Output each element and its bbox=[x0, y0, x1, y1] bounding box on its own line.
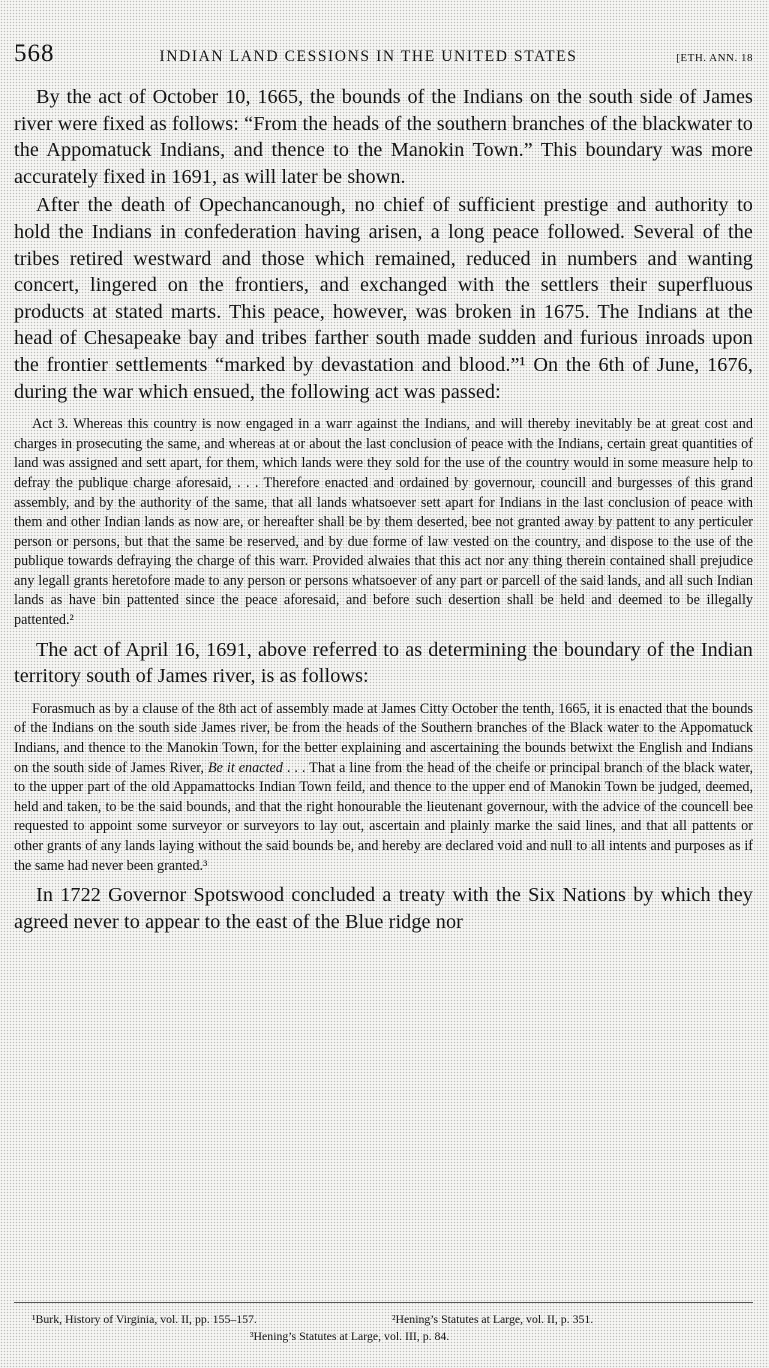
quoted-act-1691 bbox=[14, 700, 753, 876]
paragraph-spotswood-treaty: In 1722 Governor Spotswood concluded a treaty with the Six Nations by which they agreed never to appear to the east of the Blue ridge nor bbox=[14, 884, 753, 933]
footnote-2: ²Hening’s Statutes at Large, vol. II, p. 351. bbox=[392, 1312, 594, 1326]
footnote-1: ¹Burk, History of Virginia, vol. II, pp. 155–157. bbox=[32, 1312, 257, 1326]
paragraph-1665-bounds: By the act of October 10, 1665, the bounds of the Indians on the south side of James river were fixed as follows: “From the heads of the southern branches of the blackwater to the Appomatuck Indians, and thence to the Manokin Town.” This boundary was more accurately fixed in 1691, as will later be shown. bbox=[14, 86, 753, 188]
quote-emphasis: Be it enacted bbox=[207, 759, 283, 776]
page-number: 568 bbox=[14, 40, 55, 67]
footnote-3: ³Hening’s Statutes at Large, vol. III, p. 84. bbox=[250, 1329, 450, 1343]
paragraph-act-1691-intro: The act of April 16, 1691, above referred to as determining the boundary of the Indian territory south of James river, is as follows: bbox=[14, 638, 753, 688]
annual-report-tag: [ETH. ANN. 18 bbox=[676, 52, 753, 64]
footnotes bbox=[14, 1302, 753, 1345]
quoted-act-1676: Act 3. Whereas this country is now engaged in a warr against the Indians, and will thereby inevitably be at great cost and charges in prosecuting the same, and whereas at or about the last conclusion of peace with the Indians, certain great quantities of land was assigned and sett apart, for them, which lands were they sold for the use of the country would in some measure help to defray the publique charge aforesaid, . . . Therefore enacted and ordained by governour, councill and burgesses of this grand assembly, and by the authority of the same, that all lands whatsoever sett apart for Indians in the last conclusion of peace with them and other Indian lands as now are, or hereafter shall be by them deserted, bee not granted away by pattent to any perticuler person or persons, but that the same be reserved, and by due forme of law vested on the country, and dispose to the use of the publique towards defraying the charge of this warr. Provided alwaies that this act nor any thing therein contained shall prejudice any legall grants heretofore made to any person or persons whatsoever of any part or parcell of the said lands, and all such Indian lands as have bin pattented since the peace aforesaid, and before such desertion shall be held and deemed to be illegally pattented.² bbox=[14, 416, 753, 629]
running-title: INDIAN LAND CESSIONS IN THE UNITED STATES bbox=[159, 48, 578, 65]
quote-text-after: . . . That a line from the head of the cheife or principal branch of the black water, to the upper part of the old Appamattocks Indian Town feild, and thence to the upper end of Manokin Town be judged, deemed, held and taken, to be the said bounds, and that the right honourable the lieutenant governour, with the advice of the councell bee requested to appoint some surveyor or surveyors to lay out, ascertain and plainly marke the said lines, and that all pattents or other grants of any lands laying without the said bounds be, and hereby are declared void and null to all intents and purposes as if the same had never been granted.³ bbox=[14, 759, 754, 874]
running-head bbox=[14, 40, 753, 70]
quote-text-before: Forasmuch as by a clause of the 8th act of assembly made at James Citty October the tenth, 1665, it is enacted that the bounds of the Indians on the south side James river, be from the heads of the Southern branches of the Black water to the Appomatuck Indians, and thence to the Manokin Town, for the better explaining and ascertaining the bounds betwixt the English and Indians on the south side of James River, bbox=[14, 700, 753, 776]
paragraph-long-peace: After the death of Opechancanough, no chief of sufficient prestige and authority to hold the Indians in confederation having arisen, a long peace followed. Several of the tribes retired westward and those which remained, reduced in numbers and wanting concert, lingered on the frontiers, and exchanged with the settlers their superfluous products at stated marts. This peace, however, was broken in 1675. The Indians at the head of Chesapeake bay and tribes farther south made sudden and furious inroads upon the frontier settlements “marked by devastation and blood.”¹ On the 6th of June, 1676, during the war which ensued, the following act was passed: bbox=[14, 194, 753, 403]
